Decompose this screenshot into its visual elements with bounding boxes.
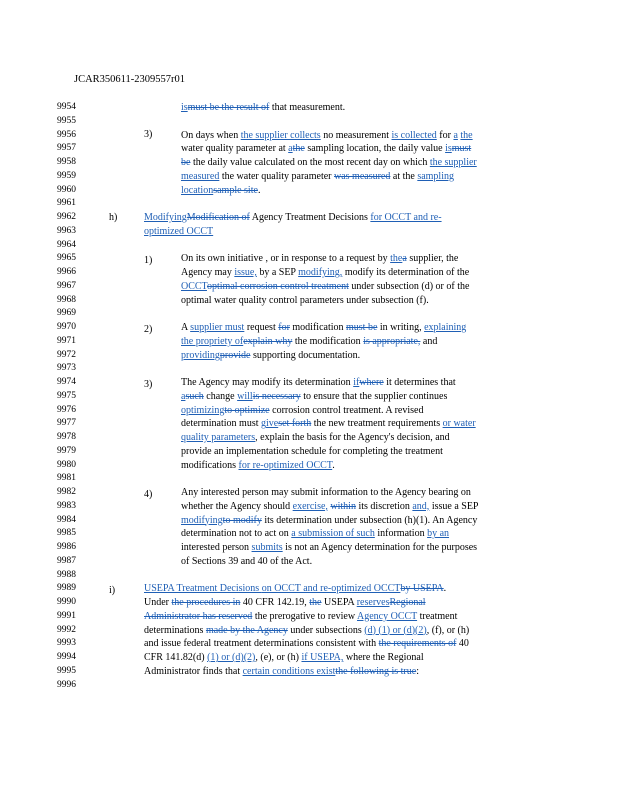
text-line	[181, 404, 423, 418]
text-run: Any interested person may submit information to the Agency bearing on	[181, 487, 471, 498]
text-run: its discretion	[355, 500, 413, 512]
line-number: 9973	[57, 363, 76, 374]
text-line	[181, 527, 449, 541]
deleted-text: where	[359, 377, 384, 388]
text-line	[144, 665, 419, 679]
inserted-text: quality parameters	[181, 432, 256, 443]
text-run: Agency may	[181, 267, 235, 278]
text-run: provide an implementation schedule for completing the treatment	[181, 445, 443, 457]
inserted-text: a	[453, 129, 458, 141]
text-run: whether the Agency should	[181, 500, 293, 512]
inserted-text: give	[261, 418, 279, 430]
line-number: 9978	[57, 432, 76, 442]
text-run: :	[416, 665, 419, 677]
inserted-text: on OCCT and re-optimized OCCT	[261, 583, 401, 595]
marker-h3: 3)	[144, 379, 153, 390]
line-number: 9977	[57, 418, 76, 429]
line-number: 9986	[57, 542, 76, 552]
text-run: its determination under subsection (h)(1). An Agency	[261, 514, 478, 526]
inserted-text: the	[460, 129, 473, 141]
text-line	[181, 170, 454, 184]
line-number: 9980	[57, 459, 76, 470]
deleted-text: optimal corrosion control treatment	[206, 280, 349, 292]
deleted-text: for	[278, 322, 290, 333]
inserted-text: submits	[251, 542, 283, 553]
inserted-text: is	[181, 102, 188, 113]
line-number: 9959	[57, 170, 76, 181]
inserted-text: will	[237, 390, 253, 402]
text-line	[181, 541, 477, 555]
text-line	[144, 651, 424, 665]
inserted-text: OCCT	[181, 280, 207, 292]
text-line	[144, 637, 469, 651]
line-number: 9983	[57, 500, 76, 511]
deleted-text: is appropriate,	[363, 335, 421, 347]
line-number: 9974	[57, 377, 76, 387]
text-run: CFR 141.82(d)	[144, 652, 208, 663]
line-number: 9964	[57, 239, 76, 250]
deleted-text: explain why	[243, 335, 293, 347]
line-number: 9982	[57, 487, 76, 497]
inserted-text: USEPA Treatment Decisions	[144, 583, 262, 595]
deleted-text: must be the result of	[187, 102, 270, 113]
deleted-text: was measured	[334, 170, 391, 182]
text-run: interested person	[181, 542, 252, 553]
inserted-text: certain conditions exist	[242, 665, 336, 677]
text-run: is not an Agency determination for the purposes	[282, 542, 478, 553]
text-line	[144, 582, 446, 596]
line-number: 9962	[57, 212, 76, 222]
text-line	[181, 156, 477, 170]
text-run: change	[203, 390, 238, 402]
text-run: in writing,	[377, 322, 425, 333]
text-run: Agency Treatment Decisions	[249, 212, 371, 223]
text-run: to ensure that the supplier continues	[300, 390, 448, 402]
line-number: 9966	[57, 267, 76, 277]
document-header: JCAR350611-2309557r01	[74, 74, 186, 85]
deleted-text: must	[451, 143, 472, 155]
deleted-text: be	[181, 157, 191, 168]
deleted-text: made by the Agency	[205, 624, 288, 636]
line-number: 9975	[57, 390, 76, 401]
inserted-text: optimizing	[181, 404, 225, 416]
text-run: On its own initiative , or in response to a request by	[181, 253, 391, 265]
inserted-text: sampling	[417, 170, 454, 182]
text-run: supplier, the	[406, 253, 459, 265]
line-number: 9960	[57, 184, 76, 195]
text-run: and issue federal treatment determinations consistent with	[144, 638, 379, 650]
deleted-text: the procedures in	[171, 597, 241, 608]
line-number: 9995	[57, 665, 76, 676]
line-number: 9957	[57, 143, 76, 154]
inserted-text: providing	[181, 349, 220, 361]
inserted-text: if USEPA,	[301, 652, 344, 663]
inserted-text: location	[181, 184, 214, 196]
text-line	[181, 459, 335, 473]
text-run: the modification	[292, 335, 364, 347]
text-run: water quality parameter at	[181, 143, 289, 155]
marker-h4: 4)	[144, 489, 153, 500]
line-number: 9954	[57, 102, 76, 112]
text-line	[181, 514, 477, 528]
line-number: 9961	[57, 198, 76, 209]
text-run: The Agency may modify its determination	[181, 377, 354, 388]
text-run: corrosion control treatment. A revised	[269, 404, 424, 416]
text-run: by a SEP	[256, 267, 299, 278]
text-run: modifications	[181, 459, 239, 471]
text-line	[144, 211, 442, 225]
inserted-text: a	[181, 390, 186, 402]
text-line	[181, 431, 450, 445]
text-run: no measurement	[320, 129, 392, 141]
text-run: request	[244, 322, 279, 333]
text-line	[144, 624, 469, 638]
text-run: 40	[456, 638, 469, 650]
text-line	[181, 335, 437, 349]
text-run: , (f), or (h)	[426, 624, 470, 636]
text-run: determinations	[144, 624, 206, 636]
text-line	[181, 376, 456, 390]
deleted-text: within	[330, 500, 356, 512]
text-run: the new treatment requirements	[311, 418, 443, 430]
deleted-text: Regional	[389, 597, 426, 608]
text-line	[181, 101, 345, 115]
line-number: 9990	[57, 597, 76, 607]
inserted-text: for re-optimized OCCT	[238, 459, 333, 471]
deleted-text: Administrator has reserved	[144, 610, 253, 622]
inserted-text: the supplier collects	[240, 129, 321, 141]
text-run: under subsection (d) or of the	[348, 280, 470, 292]
line-number: 9981	[57, 473, 76, 484]
inserted-text: measured	[181, 170, 220, 182]
inserted-text: issue,	[234, 267, 257, 278]
text-run: modify its determination of the	[342, 267, 470, 278]
text-line	[181, 486, 471, 500]
text-line	[181, 555, 312, 569]
line-number: 9972	[57, 349, 76, 360]
text-run: where the Regional	[343, 652, 424, 663]
deleted-text: sample site	[213, 184, 258, 196]
text-run: USEPA	[321, 597, 357, 608]
inserted-text: by an	[427, 528, 450, 540]
line-number: 9969	[57, 308, 76, 319]
text-line	[181, 266, 469, 280]
inserted-text: (d) (1) or (d)(2)	[364, 624, 427, 636]
text-run: it determines that	[383, 377, 456, 388]
text-run: determination not to act on	[181, 528, 292, 540]
text-run: A	[181, 322, 191, 333]
inserted-text: the	[390, 253, 403, 265]
deleted-text: by USEPA	[400, 583, 444, 595]
deleted-text: the requirements of	[378, 638, 457, 650]
text-run: for	[436, 129, 454, 141]
marker-i: i)	[109, 585, 116, 596]
inserted-text: (1) or (d)(2)	[207, 652, 256, 663]
text-run: , (e), or (h)	[255, 652, 302, 663]
text-line	[181, 500, 478, 514]
text-run: Under	[144, 597, 172, 608]
deleted-text: Modification of	[186, 212, 250, 223]
text-run: information	[374, 528, 428, 540]
line-number: 9996	[57, 679, 76, 690]
inserted-text: supplier must	[190, 322, 245, 333]
line-number: 9970	[57, 322, 76, 332]
line-number: 9994	[57, 652, 76, 662]
text-run: .	[332, 459, 335, 471]
marker-h1: 1)	[144, 255, 153, 266]
text-run: the water quality parameter	[219, 170, 334, 182]
line-number: 9967	[57, 280, 76, 291]
inserted-text: for OCCT and re-	[370, 212, 442, 223]
deleted-text: such	[185, 390, 204, 402]
deleted-text: the	[292, 143, 305, 155]
inserted-text: Modifying	[144, 212, 187, 223]
text-run: determination must	[181, 418, 261, 430]
text-run: , explain the basis for the Agency's decision, and	[255, 432, 450, 443]
deleted-text: is necessary	[252, 390, 301, 402]
line-number: 9993	[57, 638, 76, 649]
text-run: optimal water quality control parameters under subsection (f).	[181, 294, 429, 306]
marker-h2: 2)	[144, 324, 153, 335]
text-run: On days when	[181, 129, 241, 141]
text-line	[181, 280, 469, 294]
text-run: treatment	[417, 610, 458, 622]
line-number: 9989	[57, 583, 76, 594]
deleted-text: the	[309, 597, 322, 608]
line-number: 9963	[57, 225, 76, 236]
inserted-text: a	[288, 143, 293, 155]
deleted-text: provide	[219, 349, 251, 361]
text-run: under subsections	[287, 624, 365, 636]
inserted-text: and,	[412, 500, 430, 512]
line-number: 9965	[57, 253, 76, 264]
line-number: 9992	[57, 624, 76, 635]
line-number: 9984	[57, 514, 76, 525]
text-line	[181, 321, 466, 335]
line-number: 9971	[57, 335, 76, 346]
text-run: of Sections 39 and 40 of the Act.	[181, 555, 313, 567]
text-run: the prerogative to review	[252, 610, 357, 622]
line-number: 9979	[57, 445, 76, 456]
inserted-text: the supplier	[429, 157, 477, 168]
line-number: 9968	[57, 294, 76, 305]
text-run: the daily value calculated on the most recent day on which	[190, 157, 430, 168]
text-line	[181, 129, 473, 143]
text-run: sampling location, the daily value	[304, 143, 446, 155]
text-line	[144, 596, 426, 610]
text-line	[144, 225, 213, 239]
line-number: 9976	[57, 404, 76, 415]
text-line	[181, 142, 471, 156]
inserted-text: the propriety of	[181, 335, 244, 347]
deleted-text: a	[402, 253, 407, 265]
text-run: at the	[390, 170, 418, 182]
deleted-text: to modify	[222, 514, 262, 526]
text-run: Administrator finds that	[144, 665, 243, 677]
inserted-text: explaining	[424, 322, 467, 333]
text-line	[181, 252, 458, 266]
line-number: 9958	[57, 157, 76, 167]
deleted-text: to optimize	[224, 404, 270, 416]
text-line	[181, 445, 443, 459]
text-line	[181, 390, 447, 404]
text-run: and	[420, 335, 438, 347]
inserted-text: modifying	[181, 514, 223, 526]
text-run: modification	[289, 322, 347, 333]
inserted-text: optimized OCCT	[144, 225, 214, 237]
text-line	[181, 349, 360, 363]
text-run: that measurement.	[269, 102, 346, 113]
deleted-text: the following is true	[335, 665, 417, 677]
deleted-text: must be	[346, 322, 378, 333]
line-number: 9955	[57, 115, 76, 126]
text-run: issue a SEP	[429, 500, 479, 512]
inserted-text: a submission of such	[291, 528, 375, 540]
inserted-text: exercise,	[292, 500, 328, 512]
text-line	[181, 294, 429, 308]
text-run: .	[443, 583, 447, 595]
text-run: .	[257, 184, 261, 196]
marker-h: h)	[109, 212, 118, 223]
text-run: 40 CFR 142.19,	[240, 597, 310, 608]
text-line	[181, 417, 476, 431]
text-line	[181, 184, 260, 198]
inserted-text: modifying,	[298, 267, 343, 278]
inserted-text: reserves	[356, 597, 390, 608]
marker-3: 3)	[144, 129, 153, 140]
line-number: 9956	[57, 129, 76, 140]
text-line	[144, 610, 457, 624]
line-number: 9985	[57, 528, 76, 539]
text-run: supporting documentation.	[250, 349, 361, 361]
inserted-text: Agency OCCT	[357, 610, 418, 622]
deleted-text: set forth	[278, 418, 312, 430]
inserted-text: is collected	[391, 129, 437, 141]
inserted-text: is	[445, 143, 452, 155]
inserted-text: if	[353, 377, 360, 388]
line-number: 9987	[57, 555, 76, 566]
line-number: 9991	[57, 610, 76, 621]
inserted-text: or water	[442, 418, 476, 430]
line-number: 9988	[57, 569, 76, 580]
